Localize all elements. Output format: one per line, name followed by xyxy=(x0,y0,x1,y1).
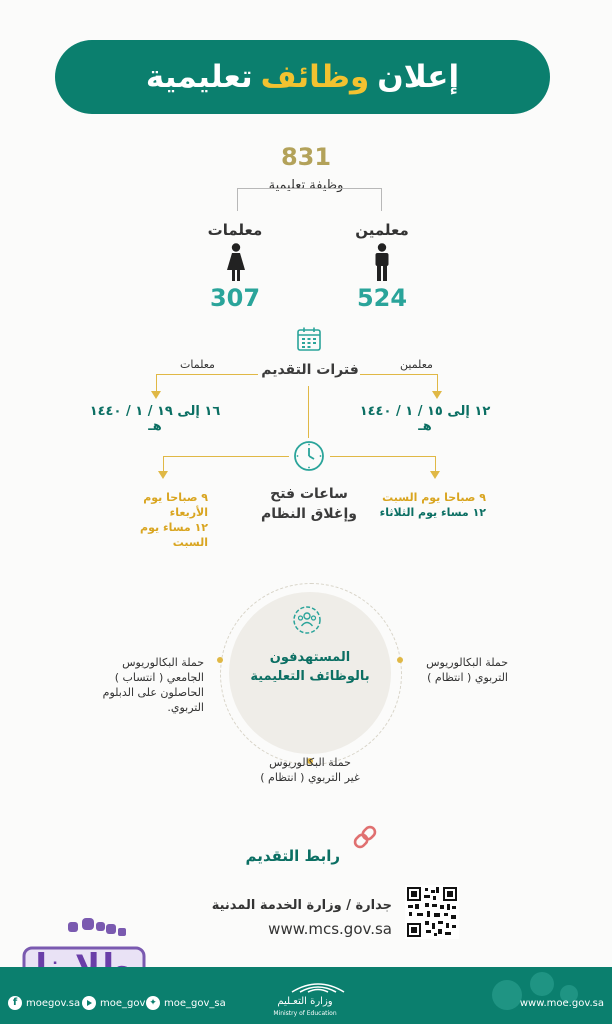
ministry-name-en: Ministry of Education xyxy=(273,1010,337,1017)
calendar-icon xyxy=(296,326,322,352)
footer-facebook[interactable] xyxy=(8,996,80,1010)
period-male-label: معلمين xyxy=(400,358,433,371)
hours-title-line2: وإغلاق النظام xyxy=(260,506,357,522)
male-count: 524 xyxy=(356,284,408,312)
total-jobs: 831 xyxy=(280,143,332,171)
people-group-icon xyxy=(292,605,322,635)
hours-title xyxy=(250,484,368,524)
target-left-line2: الجامعي ( انتساب ) xyxy=(114,671,204,684)
ministry-logo-icon xyxy=(288,974,348,996)
female-hours xyxy=(104,490,208,550)
center-vline xyxy=(308,386,309,438)
facebook-icon: f xyxy=(8,996,22,1010)
period-female-label: معلمات xyxy=(180,358,215,371)
hours-title-line1: ساعات فتح xyxy=(270,486,348,502)
youtube-handle: moe_gov xyxy=(100,997,146,1009)
title-part2: تعليمية xyxy=(145,59,253,95)
target-right-line1: حملة البكالوريوس xyxy=(426,656,508,669)
target-title xyxy=(232,648,388,686)
male-open-time: ٩ صباحا يوم السبت xyxy=(382,491,486,504)
target-left-text xyxy=(96,655,204,715)
target-left-line1: حملة البكالوريوس xyxy=(122,656,204,669)
man-icon xyxy=(372,243,392,281)
twitter-handle: moe_gov_sa xyxy=(164,997,226,1009)
period-line-right xyxy=(360,374,438,375)
female-label: معلمات xyxy=(207,221,263,239)
youtube-icon xyxy=(82,996,96,1010)
target-title-line2: بالوظائف التعليمية xyxy=(250,669,370,684)
woman-icon xyxy=(226,243,246,281)
apply-url[interactable]: www.mcs.gov.sa xyxy=(268,920,392,938)
target-left-line3: الحاصلون على الدبلوم xyxy=(102,686,204,699)
link-icon xyxy=(350,822,380,852)
hours-arrow-right xyxy=(430,471,440,479)
ministry-name-ar: وزارة التعـليم xyxy=(277,996,333,1007)
target-right-line2: التربوي ( انتظام ) xyxy=(427,671,508,684)
twitter-icon: ✦ xyxy=(146,996,160,1010)
target-bottom-text xyxy=(240,755,380,785)
period-arrow-left xyxy=(151,391,161,399)
hours-drop-left xyxy=(163,456,164,472)
period-line-left xyxy=(156,374,258,375)
period-drop-right xyxy=(437,374,438,392)
footer-twitter[interactable] xyxy=(146,996,226,1010)
clock-icon xyxy=(293,440,325,472)
hours-drop-right xyxy=(435,456,436,472)
hours-arrow-left xyxy=(158,471,168,479)
target-dot-right xyxy=(397,657,403,663)
apply-platform: جدارة / وزارة الخدمة المدنية xyxy=(211,898,392,913)
title-accent: وظائف xyxy=(260,59,370,95)
period-arrow-right xyxy=(432,391,442,399)
target-bottom-line1: حملة البكالوريوس xyxy=(269,756,351,769)
target-bottom-line2: غير التربوي ( انتظام ) xyxy=(260,771,360,784)
qr-code-icon xyxy=(405,885,459,939)
facebook-handle: moegov.sa xyxy=(26,997,81,1009)
target-right-text xyxy=(408,655,508,685)
title-banner xyxy=(55,40,550,114)
target-title-line1: المستهدفون xyxy=(269,650,351,665)
male-dates: ١٢ إلى ١٥ / ١ / ١٤٤٠ هـ xyxy=(359,404,491,434)
female-count: 307 xyxy=(209,284,261,312)
apply-title: رابط التقديم xyxy=(245,847,340,865)
hours-line-left xyxy=(163,456,289,457)
period-title: فترات التقديم xyxy=(261,362,359,378)
footer-deco-circle-2 xyxy=(530,972,554,996)
female-open-time: ٩ صباحا يوم الأربعاء xyxy=(143,491,208,519)
target-dot-left xyxy=(217,657,223,663)
target-left-line4: التربوي. xyxy=(167,701,204,714)
male-label: معلمين xyxy=(355,221,409,239)
footer-youtube[interactable] xyxy=(82,996,145,1010)
ministry-website[interactable]: www.moe.gov.sa xyxy=(519,998,604,1009)
male-hours xyxy=(378,490,486,520)
total-jobs-label: وظيفة تعليمية xyxy=(268,178,344,193)
hours-line-right xyxy=(330,456,436,457)
total-bracket xyxy=(237,188,382,211)
title-part1: إعلان xyxy=(377,59,460,95)
period-drop-left xyxy=(156,374,157,392)
female-dates: ١٦ إلى ١٩ / ١ / ١٤٤٠ هـ xyxy=(89,404,221,434)
male-close-time: ١٢ مساء يوم الثلاثاء xyxy=(379,506,486,519)
female-close-time: ١٢ مساء يوم السبت xyxy=(140,521,208,549)
